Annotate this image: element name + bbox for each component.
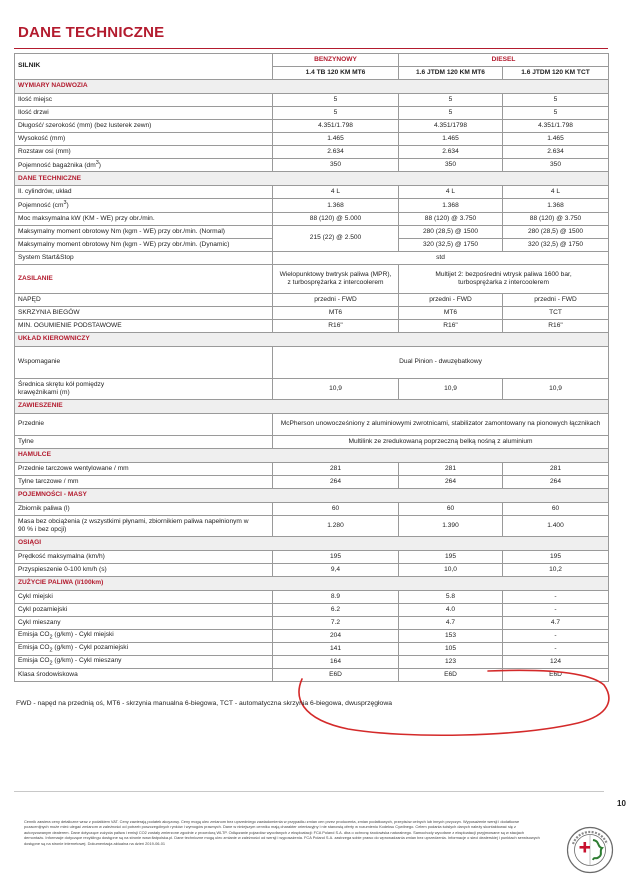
row-value: Dual Pinion - dwuzębatkowy (273, 346, 609, 378)
row-label: Il. cylindrów, układ (15, 186, 273, 199)
row-value: 10,0 (399, 563, 503, 576)
row-value: 1.280 (273, 515, 399, 536)
row-label: NAPĘD (15, 293, 273, 306)
table-row (15, 656, 609, 669)
row-value: 5 (503, 107, 609, 120)
row-label: Tylne tarczowe / mm (15, 475, 273, 488)
table-row (15, 133, 609, 146)
row-value: 264 (399, 475, 503, 488)
row-value: 4.0 (399, 603, 503, 616)
table-row (15, 590, 609, 603)
row-value: 280 (28,5) @ 1500 (503, 225, 609, 238)
row-value: 4.7 (503, 616, 609, 629)
row-value: 153 (399, 629, 503, 642)
row-value: 320 (32,5) @ 1750 (503, 238, 609, 251)
row-value: 4.351/1.798 (503, 120, 609, 133)
row-value: 5 (399, 107, 503, 120)
section-header: HAMULCE (15, 448, 609, 462)
table-row (15, 413, 609, 435)
row-value: 350 (273, 159, 399, 172)
row-value: TCT (503, 306, 609, 319)
row-value: 10,9 (399, 378, 503, 399)
row-label: SKRZYNIA BIEGÓW (15, 306, 273, 319)
table-row (15, 435, 609, 448)
table-row (15, 475, 609, 488)
row-value: 350 (399, 159, 503, 172)
row-value: Wielopunktowy bwtrysk paliwa (MPR), z turbosprężarka z intercoolerem (273, 264, 399, 293)
row-label: Wysokość (mm) (15, 133, 273, 146)
table-row (15, 563, 609, 576)
table-row (15, 515, 609, 536)
row-value: 9,4 (273, 563, 399, 576)
row-label: Rozstaw osi (mm) (15, 146, 273, 159)
row-value: 1.368 (503, 199, 609, 212)
row-value: 1.400 (503, 515, 609, 536)
row-value: 5 (503, 94, 609, 107)
row-value: 320 (32,5) @ 1750 (399, 238, 503, 251)
row-value: 280 (28,5) @ 1500 (399, 225, 503, 238)
row-value: 4 L (503, 186, 609, 199)
row-value: 2.634 (273, 146, 399, 159)
row-label: Tylne (15, 435, 273, 448)
row-value: 4.7 (399, 616, 503, 629)
row-value: E6D (273, 669, 399, 682)
row-value: 10,9 (273, 378, 399, 399)
row-value: 1.465 (503, 133, 609, 146)
row-value: - (503, 590, 609, 603)
row-label: Wspomaganie (15, 346, 273, 378)
table-row (15, 186, 609, 199)
table-row (15, 264, 609, 293)
row-value: 281 (273, 462, 399, 475)
header-silnik: SILNIK (15, 54, 273, 80)
row-value: - (503, 603, 609, 616)
row-label: Ilość miejsc (15, 94, 273, 107)
row-label: Ilość drzwi (15, 107, 273, 120)
legal-disclaimer: Cennik zawiera ceny detaliczne wraz z podatkiem VAT. Ceny zawierają podatek akcyzowy. Ceny mogą ulec zmianom bez uprzedniego zawiadomienia w przypadku zmian cen przez producenta, zmian podatkowych, przepisów celnych lub innych przyczyn. Wyposażenie wersji i dodatkowe pozacenijnych może mieć ulegać zmianom w zależności od potrzeb poszczególnych rynków i wymogów prawnych. Dane w niniejszym cenniku mają charakter orientacyjny i nie stanowią oferty w rozumieniu Kodeksu Cywilnego. Celem podania ścisłych danych należy skontaktować się z autoryzowanym dealerem. Dane dotyczące zużycia paliwa i emisji CO2 zostały zmierzone zgodnie z procedurą WLTP. Odłączanie pojazdów wycofanych z eksploatacji: FCA Poland S.A. dba o ochronę środowiska naturalnego. Samochody wycofane z eksploatacji przyjmowane są w stacjach demontażu. Informacje dotyczące recyklingu dostępne są na stronie www.fiatpolska.pl. Dane techniczne mogą ulec zmianie w zależności od wersji i wyposażenia. FCA Poland S.A. zastrzega sobie prawo do wprowadzania zmian bez uprzedzenia. Informacje o sieci dealerskiej i punktach serwisowych dostępne są na stronie internetowej. Dokumentacja aktualna na dzień 2019-06-01 (24, 819, 540, 846)
table-row (15, 502, 609, 515)
section-header: WYMIARY NADWOZIA (15, 80, 609, 94)
header-engine: 1.4 TB 120 KM MT6 (273, 67, 399, 80)
table-row (15, 462, 609, 475)
section-header: POJEMNOŚCI - MASY (15, 488, 609, 502)
row-value: 4.351/1.798 (273, 120, 399, 133)
table-row (15, 319, 609, 332)
row-value: R16" (503, 319, 609, 332)
table-row (15, 629, 609, 642)
row-label: Cykl miejski (15, 590, 273, 603)
section-header: DANE TECHNICZNE (15, 172, 609, 186)
row-label: Maksymalny moment obrotowy Nm (kgm - WE) przy obr./min. (Dynamic) (15, 238, 273, 251)
row-label: Pojemność $(cm^3)$ (15, 199, 273, 212)
table-row (15, 146, 609, 159)
row-value: - (503, 629, 609, 642)
row-value: 2.634 (503, 146, 609, 159)
table-row (15, 251, 609, 264)
row-value: 1.390 (399, 515, 503, 536)
row-value: Multijet 2: bezpośredni wtrysk paliwa 1600 bar, turbosprężarka z intercoolerem (399, 264, 609, 293)
row-value: 5 (273, 94, 399, 107)
row-label: Zbiornik paliwa (l) (15, 502, 273, 515)
row-label: MIN. OGUMIENIE PODSTAWOWE (15, 319, 273, 332)
table-row (15, 107, 609, 120)
row-value: 1.368 (273, 199, 399, 212)
row-value: 60 (273, 502, 399, 515)
row-value: 264 (273, 475, 399, 488)
row-value: 164 (273, 656, 399, 669)
table-row (15, 199, 609, 212)
row-value: 88 (120) @ 3.750 (399, 212, 503, 225)
row-value: MT6 (399, 306, 503, 319)
row-value: 5.8 (399, 590, 503, 603)
row-label: Emisja $CO_2$ (g/km) - Cykl miejski (15, 629, 273, 642)
row-value: 4 L (273, 186, 399, 199)
table-row (15, 94, 609, 107)
footnote: FWD - napęd na przednią oś, MT6 - skrzynia manualna 6-biegowa, TCT - automatyczna skrzynia 6-biegowa, dwusprzęgłowa (16, 700, 393, 707)
row-value: 281 (503, 462, 609, 475)
header-engine: 1.6 JTDM 120 KM MT6 (399, 67, 503, 80)
row-value: 8.9 (273, 590, 399, 603)
section-header: ZASILANIE (15, 264, 273, 293)
header-benzyna: BENZYNOWY (273, 54, 399, 67)
row-label: Cykl pozamiejski (15, 603, 273, 616)
row-value: 10,2 (503, 563, 609, 576)
row-value: Multilink ze zredukowaną poprzeczną belką nośną z aluminium (273, 435, 609, 448)
section-header: ZAWIESZENIE (15, 399, 609, 413)
row-value: 88 (120) @ 5.000 (273, 212, 399, 225)
row-value: 6.2 (273, 603, 399, 616)
row-value: 60 (503, 502, 609, 515)
section-header: OSIĄGI (15, 536, 609, 550)
row-value: 281 (399, 462, 503, 475)
row-value: przedni - FWD (399, 293, 503, 306)
header-diesel: DIESEL (399, 54, 609, 67)
row-value: R16" (273, 319, 399, 332)
section-header: UKŁAD KIEROWNICZY (15, 332, 609, 346)
row-value: 88 (120) @ 3.750 (503, 212, 609, 225)
table-row (15, 120, 609, 133)
row-value: 7.2 (273, 616, 399, 629)
row-value: 105 (399, 643, 503, 656)
row-label: Prędkość maksymalna (km/h) (15, 550, 273, 563)
table-row (15, 212, 609, 225)
page-title: DANE TECHNICZNE (18, 24, 165, 41)
row-label: Pojemność bagażnika $(dm^3)$ (15, 159, 273, 172)
row-value: 141 (273, 643, 399, 656)
row-label: Średnica skrętu kół pomiędzy krawężnikami (m) (15, 378, 273, 399)
row-value: std (273, 251, 609, 264)
section-header: ZUŻYCIE PALIWA (l/100km) (15, 576, 609, 590)
row-label: Cykl mieszany (15, 616, 273, 629)
row-value: 195 (399, 550, 503, 563)
row-label: Przyspieszenie 0-100 km/h (s) (15, 563, 273, 576)
row-value: 123 (399, 656, 503, 669)
header-engine: 1.6 JTDM 120 KM TCT (503, 67, 609, 80)
row-value: 5 (273, 107, 399, 120)
row-label: Masa bez obciążenia (z wszystkimi płynami, zbiornikiem paliwa napełnionym w 90 % i bez opcji) (15, 515, 273, 536)
table-row (15, 225, 609, 238)
row-value: 1.465 (399, 133, 503, 146)
table-row (15, 378, 609, 399)
footer-divider (14, 791, 604, 792)
row-value: przedni - FWD (273, 293, 399, 306)
row-value: 350 (503, 159, 609, 172)
row-value: 10,9 (503, 378, 609, 399)
row-value: - (503, 643, 609, 656)
row-label: System Start&Stop (15, 251, 273, 264)
row-label: Emisja $CO_2$ (g/km) - Cykl pozamiejski (15, 643, 273, 656)
row-value: 60 (399, 502, 503, 515)
row-label: Przednie tarczowe wentylowane / mm (15, 462, 273, 475)
row-value: 215 (22) @ 2.500 (273, 225, 399, 251)
spec-table (14, 53, 609, 682)
row-value: 264 (503, 475, 609, 488)
row-label: Moc maksymalna kW (KM - WE) przy obr./min. (15, 212, 273, 225)
header-row-fuel (15, 54, 609, 67)
row-label: Emisja $CO_2$ (g/km) - Cykl mieszany (15, 656, 273, 669)
table-row (15, 159, 609, 172)
row-value: E6D (503, 669, 609, 682)
row-value: 2.634 (399, 146, 503, 159)
row-value: 195 (503, 550, 609, 563)
table-row (15, 346, 609, 378)
row-value: E6D (399, 669, 503, 682)
row-value: przedni - FWD (503, 293, 609, 306)
table-row (15, 550, 609, 563)
row-label: Długość/ szerokość (mm) (bez lusterek zewn) (15, 120, 273, 133)
row-value: 204 (273, 629, 399, 642)
row-label: Przednie (15, 413, 273, 435)
alfa-romeo-badge-icon (566, 826, 614, 874)
table-row (15, 669, 609, 682)
table-row (15, 643, 609, 656)
table-row (15, 306, 609, 319)
row-value: 1.465 (273, 133, 399, 146)
page-number: 10 (617, 799, 626, 808)
row-value: McPherson unowocześniony z aluminiowymi zwrotnicami, stabilizator zamontowany na pionowych łącznikach (273, 413, 609, 435)
row-value: 195 (273, 550, 399, 563)
row-value: 4.351/1798 (399, 120, 503, 133)
row-value: 124 (503, 656, 609, 669)
row-value: 5 (399, 94, 503, 107)
table-row (15, 603, 609, 616)
row-label: Maksymalny moment obrotowy Nm (kgm - WE) przy obr./min. (Normal) (15, 225, 273, 238)
row-value: 4 L (399, 186, 503, 199)
row-value: 1.368 (399, 199, 503, 212)
row-value: R16" (399, 319, 503, 332)
table-row (15, 293, 609, 306)
table-row (15, 616, 609, 629)
row-label: Klasa środowiskowa (15, 669, 273, 682)
row-value: MT6 (273, 306, 399, 319)
title-divider (14, 48, 608, 49)
